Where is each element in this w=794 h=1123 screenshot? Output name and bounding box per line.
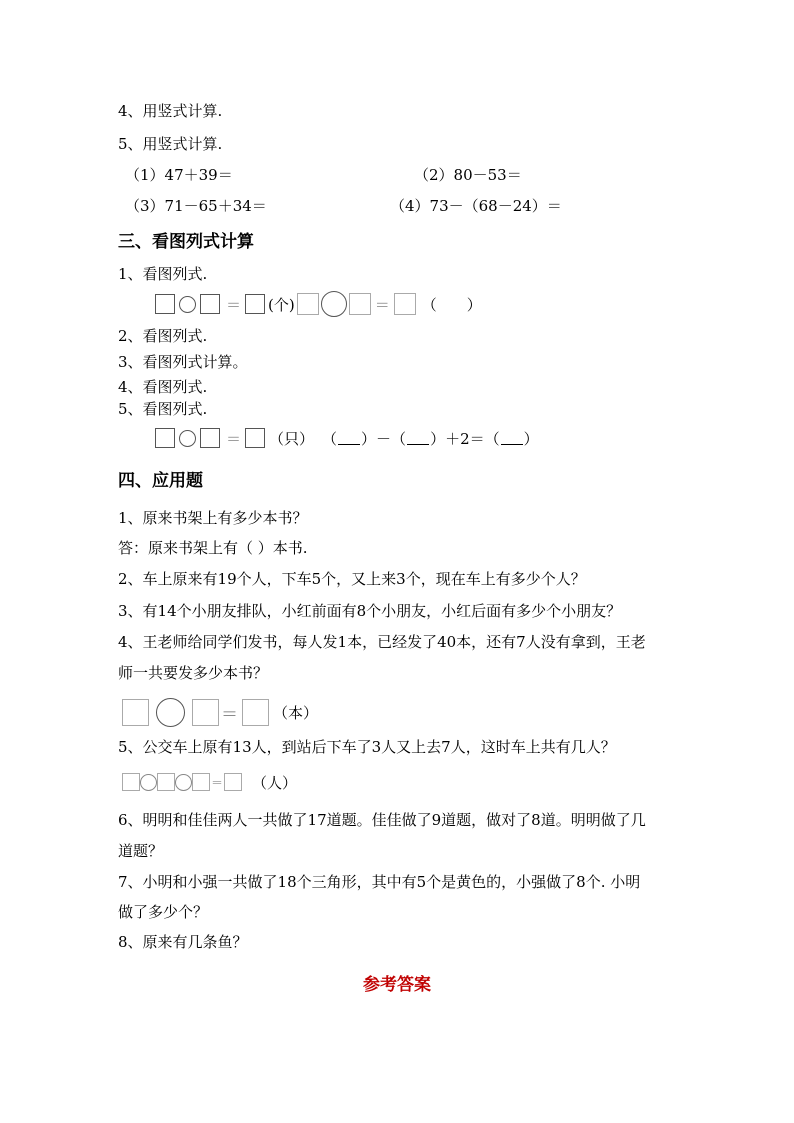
s4-q5-equation-row (122, 769, 297, 795)
s4-q4-equation-row (122, 697, 318, 727)
answer-box[interactable] (200, 428, 220, 448)
expr-part: （ (322, 429, 338, 448)
expr-part: ）＋2＝（ (430, 429, 500, 448)
answer-box[interactable] (155, 294, 175, 314)
s3-question-1: 1、看图列式. (118, 265, 208, 283)
s3-question-3: 3、看图列式计算。 (118, 353, 248, 371)
question-4-vertical-calc: 4、用竖式计算. (118, 102, 223, 120)
equals-sign: ＝ (226, 295, 242, 314)
s3-question-5: 5、看图列式. (118, 400, 208, 418)
s4-question-2: 2、车上原来有19个人，下车5个，又上来3个，现在车上有多少个人？ (118, 570, 586, 588)
answer-key-heading: 参考答案 (363, 975, 431, 995)
section-3-heading: 三、看图列式计算 (118, 232, 254, 252)
s4-question-7-line2: 做了多少个？ (118, 903, 209, 921)
operator-circle[interactable] (156, 698, 185, 727)
operator-circle[interactable] (175, 774, 192, 791)
answer-box[interactable] (245, 428, 265, 448)
equals-sign: ＝ (221, 704, 238, 725)
answer-paren: （ ） (421, 295, 482, 314)
operator-circle[interactable] (179, 430, 196, 447)
unit-label: （只） (269, 429, 315, 448)
answer-box[interactable] (192, 699, 219, 726)
section-4-heading: 四、应用题 (118, 471, 203, 491)
s4-question-6-line1: 6、明明和佳佳两人一共做了17道题。佳佳做了9道题，做对了8道。明明做了几 (118, 811, 646, 829)
s3-q1-equation-row (155, 291, 482, 317)
s4-question-3: 3、有14个小朋友排队，小红前面有8个小朋友，小红后面有多少个小朋友？ (118, 602, 622, 620)
equals-sign: ＝ (374, 295, 390, 314)
answer-box[interactable] (245, 294, 265, 314)
s3-question-2: 2、看图列式. (118, 327, 208, 345)
s4-question-8: 8、原来有几条鱼？ (118, 933, 248, 951)
answer-box[interactable] (192, 773, 210, 791)
calc-problem-4: （4）73－（68－24）＝ (390, 197, 562, 215)
s4-question-5: 5、公交车上原有13人，到站后下车了3人又上去7人，这时车上共有几人？ (118, 738, 616, 756)
calc-problem-1: （1）47＋39＝ (125, 166, 233, 184)
s3-question-4: 4、看图列式. (118, 378, 208, 396)
answer-box[interactable] (224, 773, 242, 791)
s4-question-6-line2: 道题？ (118, 842, 164, 860)
s4-question-4-line1: 4、王老师给同学们发书，每人发1本，已经发了40本，还有7人没有拿到，王老 (118, 633, 646, 651)
fill-blank[interactable] (501, 432, 523, 445)
s4-question-1: 1、原来书架上有多少本书？ (118, 509, 308, 527)
unit-label: (个) (268, 295, 295, 314)
answer-box[interactable] (122, 699, 149, 726)
calc-problem-3: （3）71－65＋34＝ (125, 197, 267, 215)
answer-box[interactable] (394, 293, 416, 315)
answer-box[interactable] (200, 294, 220, 314)
s4-question-1-answer: 答：原来书架上有（ ）本书. (118, 539, 308, 557)
answer-box[interactable] (349, 293, 371, 315)
s4-question-4-line2: 师一共要发多少本书？ (118, 664, 269, 682)
calc-problem-2: （2）80－53＝ (414, 166, 522, 184)
unit-label: （本） (273, 703, 319, 722)
unit-label: （人） (252, 773, 298, 792)
operator-circle[interactable] (179, 296, 196, 313)
operator-circle[interactable] (140, 774, 157, 791)
answer-box[interactable] (242, 699, 269, 726)
answer-box[interactable] (157, 773, 175, 791)
s3-q5-equation-row (155, 425, 539, 451)
fill-blank[interactable] (338, 432, 360, 445)
expr-part: ） (523, 429, 539, 448)
equals-sign: ＝ (211, 775, 224, 790)
answer-box[interactable] (155, 428, 175, 448)
s4-question-7-line1: 7、小明和小强一共做了18个三角形，其中有5个是黄色的，小强做了8个. 小明 (118, 873, 641, 891)
answer-box[interactable] (122, 773, 140, 791)
answer-box[interactable] (297, 293, 319, 315)
fill-blank[interactable] (407, 432, 429, 445)
equals-sign: ＝ (226, 429, 242, 448)
operator-circle[interactable] (321, 291, 347, 317)
question-5-vertical-calc: 5、用竖式计算. (118, 135, 223, 153)
expr-part: ）－（ (361, 429, 407, 448)
